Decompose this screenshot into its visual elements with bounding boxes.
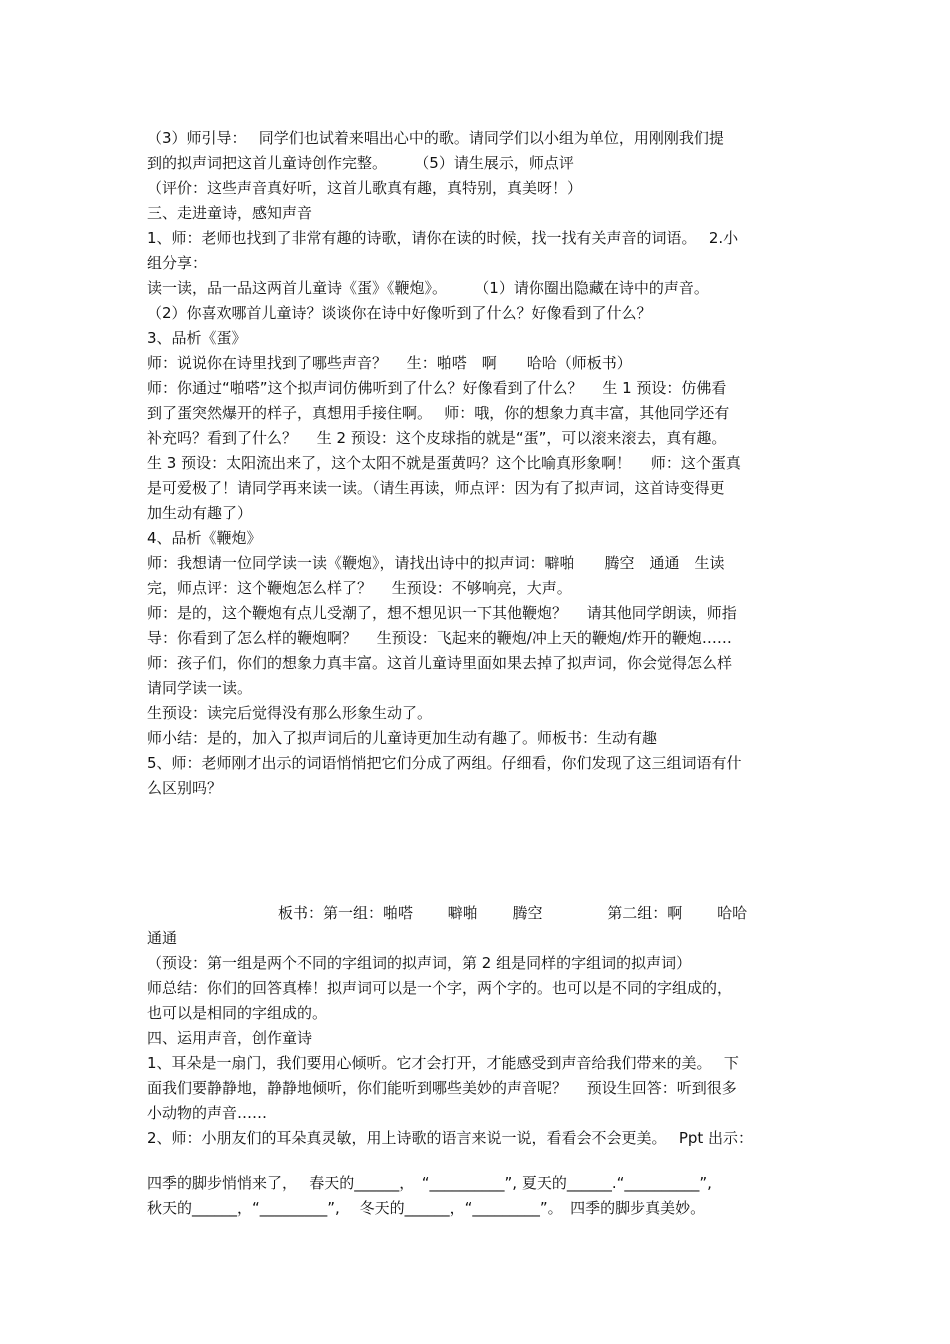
- text-line: 师：你通过“啪嗒”这个拟声词仿佛听到了什么？好像看到了什么？ 生 1 预设：仿佛看: [147, 379, 727, 397]
- text-line: 导：你看到了怎么样的鞭炮啊？ 生预设：飞起来的鞭炮/冲上天的鞭炮/炸开的鞭炮……: [147, 629, 732, 647]
- text-line: 师：说说你在诗里找到了哪些声音？ 生：啪嗒 啊 哈哈（师板书）: [147, 354, 632, 372]
- text-line: 读一读，品一品这两首儿童诗《蛋》《鞭炮》。 （1）请你圈出隐藏在诗中的声音。: [147, 279, 709, 297]
- text-line: 到了蛋突然爆开的样子，真想用手接住啊。 师：哦，你的想象力真丰富，其他同学还有: [147, 404, 730, 422]
- board-writing-line: 板书：第一组：啪嗒 噼啪 腾空 第二组：啊 哈哈: [278, 904, 748, 922]
- section-heading: 四、运用声音，创作童诗: [147, 1029, 313, 1047]
- text-line: 师：我想请一位同学读一读《鞭炮》，请找出诗中的拟声词：噼啪 腾空 通通 生读: [147, 554, 725, 572]
- text-line: 也可以是相同的字组成的。: [147, 1004, 328, 1022]
- text-line: 生 3 预设：太阳流出来了，这个太阳不就是蛋黄吗？这个比喻真形象啊！ 师：这个蛋真: [147, 454, 741, 472]
- text-line: 面我们要静静地，静静地倾听，你们能听到哪些美妙的声音呢？ 预设生回答：听到很多: [147, 1079, 737, 1097]
- text-line: 师总结：你们的回答真棒！拟声词可以是一个字，两个字的。也可以是不同的字组成的，: [147, 979, 733, 997]
- section-heading: 三、走进童诗，感知声音: [147, 204, 313, 222]
- text-line: 补充吗？看到了什么？ 生 2 预设：这个皮球指的就是“蛋”，可以滚来滚去，真有趣。: [147, 429, 727, 447]
- subsection-heading: 4、品析《鞭炮》: [147, 529, 262, 547]
- text-line: 小动物的声音……: [147, 1104, 268, 1122]
- subsection-heading: 3、品析《蛋》: [147, 329, 247, 347]
- text-line: 组分享：: [147, 254, 208, 272]
- text-line: 么区别吗？: [147, 779, 223, 797]
- text-line: 5、师：老师刚才出示的词语悄悄把它们分成了两组。仔细看，你们发现了这三组词语有什: [147, 754, 742, 772]
- text-line: 是可爱极了！请同学再来读一读。（请生再读，师点评：因为有了拟声词，这首诗变得更: [147, 479, 725, 497]
- poem-line: 秋天的______，“_________”, 冬天的______，“_________”。 四季的脚步真美妙。: [147, 1199, 706, 1217]
- text-line: 1、耳朵是一扇门，我们要用心倾听。它才会打开，才能感受到声音给我们带来的美。 下: [147, 1054, 739, 1072]
- text-line: （3）师引导： 同学们也试着来唱出心中的歌。请同学们以小组为单位，用刚刚我们提: [147, 129, 724, 147]
- text-line: 请同学读一读。: [147, 679, 253, 697]
- text-line: 师小结：是的，加入了拟声词后的儿童诗更加生动有趣了。师板书：生动有趣: [147, 729, 658, 747]
- text-line: 完，师点评：这个鞭炮怎么样了？ 生预设：不够响亮，大声。: [147, 579, 572, 597]
- text-line: （2）你喜欢哪首儿童诗？谈谈你在诗中好像听到了什么？好像看到了什么？: [147, 304, 652, 322]
- text-line: 到的拟声词把这首儿童诗创作完整。 （5）请生展示，师点评: [147, 154, 574, 172]
- text-line: 加生动有趣了）: [147, 504, 253, 522]
- text-line: 2、师：小朋友们的耳朵真灵敏，用上诗歌的语言来说一说，看看会不会更美。 Ppt 出示：: [147, 1129, 754, 1147]
- text-line: 通通: [147, 929, 178, 947]
- poem-line: 四季的脚步悄悄来了， 春天的______， “__________”, 夏天的______.“__________”,: [147, 1174, 712, 1192]
- text-line: （预设：第一组是两个不同的字组词的拟声词，第 2 组是同样的字组词的拟声词）: [147, 954, 692, 972]
- text-line: （评价：这些声音真好听，这首儿歌真有趣，真特别，真美呀！）: [147, 179, 583, 197]
- text-line: 师：是的，这个鞭炮有点儿受潮了，想不想见识一下其他鞭炮？ 请其他同学朗读，师指: [147, 604, 737, 622]
- text-line: 生预设：读完后觉得没有那么形象生动了。: [147, 704, 433, 722]
- text-line: 师：孩子们，你们的想象力真丰富。这首儿童诗里面如果去掉了拟声词，你会觉得怎么样: [147, 654, 733, 672]
- text-line: 1、师：老师也找到了非常有趣的诗歌，请你在读的时候，找一找有关声音的词语。 2.小: [147, 229, 739, 247]
